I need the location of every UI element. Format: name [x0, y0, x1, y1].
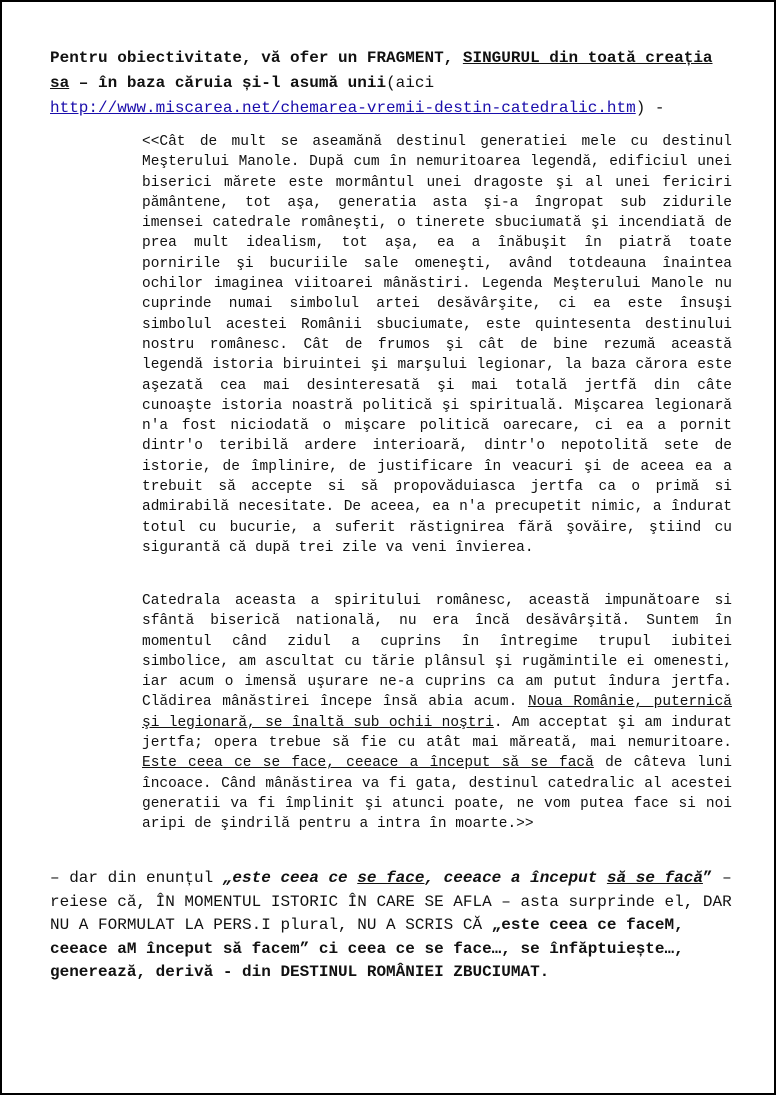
- quote-paragraph-2: [142, 591, 732, 835]
- commentary-bold-conclusion: „este ceea ce faceM, ceeace aM început să facem” ci ceea ce se face…, se înfăptuiește…, generează, derivă - din DESTINUL ROMÂNIEI ZBUCIUMAT.: [50, 916, 684, 982]
- quote-underlined-phrase-1: Noua Românie, puternică şi legionară, se înaltă sub ochii noştri: [142, 694, 732, 731]
- commentary-underlined-se-face: se face: [357, 869, 425, 887]
- quote-p2-text-end: de câteva luni încoace. Când mânăstirea va fi gata, destinul catedralic al acestei generatii va fi împlinit şi atunci poate, ne vom putea face si noi aripi de şindrilă pentru a intra în moarte.>>: [142, 755, 732, 833]
- intro-text: Pentru obiectivitate, vă ofer un FRAGMENT,: [50, 49, 463, 67]
- commentary-text: – dar din enunțul: [50, 869, 223, 887]
- commentary-quote-start: „este ceea ce: [222, 869, 358, 887]
- intro-paragraph: [50, 46, 740, 121]
- commentary-underlined-sa-se-faca: să se facă: [606, 869, 703, 887]
- commentary-quote-close: ”: [702, 869, 713, 887]
- commentary-paragraph: [50, 867, 740, 985]
- intro-source-suffix: ) -: [635, 99, 665, 117]
- quote-underlined-phrase-2: Este ceea ce se face, ceeace a început să se facă: [142, 755, 594, 772]
- commentary-text-continued: – reiese că, ÎN MOMENTUL ISTORIC ÎN CARE SE AFLA – asta surprinde el, DAR NU A FORMULAT LA PERS.I plural, NU A SCRIS CĂ: [50, 869, 732, 935]
- quote-paragraph-1: <<Cât de mult se aseamănă destinul generatiei mele cu destinul Meşterului Manole. După cum în nemuritoarea legendă, edificiul unei biserici mărete este mormântul unei dragoste şi al unei fericiri pământene, tot aşa, generatia asta şi-a îngropat sub zidurile imensei catedrale româneşti, o tinerete sbuciumată şi incendiată de prea mult idealism, tot aşa, ea a înăbuşit în piatră toate pornirile şi bucuriile sale omeneşti, având totdeauna înaintea ochilor imaginea viitoarei mânăstiri. Legenda Meşterului Manole nu cuprinde numai simbolul artei desăvârşite, ci ea este însuşi simbolul acestei Românii sbuciumate, este quintesenta destinului nostru românesc. Cât de frumos şi cât de bine rezumă această legendă istoria biruintei şi marşului legionar, la baza cărora este aşezată cea mai desinteresată şi mai totală jertfă din câte cunoaşte istoria noastră politică şi spirituală. Mişcarea legionară n'a fost niciodată o mişcare politică oarecare, ci ea a pornit dintr'o teribilă ardere interioară, dintr'o nepotolită sete de istorie, de împlinire, de justificare în veacuri şi de aceea ea a trebuit să accepte si să propovăduiasca jertfa ca o primă si admirabilă necesitate. De aceea, ea n'a precupetit nimic, a îndurat totul cu bucurie, a suferit răstignirea fără şovăire, ştiind cu sigurantă că după trei zile va veni învierea.: [142, 134, 732, 556]
- intro-text-continued: – în baza căruia și-l asumă unii: [69, 74, 387, 92]
- intro-underlined-phrase: SINGURUL din toată creația sa: [50, 49, 713, 92]
- quote-p2-text-continued: . Am acceptat şi am indurat jertfa; opera trebue să fie cu atât mai măreată, mai nemuritoare.: [142, 714, 732, 752]
- source-link[interactable]: http://www.miscarea.net/chemarea-vremii-destin-catedralic.htm: [50, 99, 636, 117]
- quote-p2-text: Catedrala aceasta a spiritului românesc, această impunătoare si sfântă biserică natională, nu era încă desăvârşită. Suntem în momentul când zidul a cuprins în întregime trupul iubitei simbolice, am ascultat cu tărie plânsul şi rugămintile ei omenesti, iar acum o imensă uşurare ne-a cuprins ca am putut îndura jertfa. Clădirea mânăstirei începe însă abia acum.: [142, 593, 732, 711]
- intro-source-prefix: (aici: [386, 74, 435, 92]
- commentary-quote-middle: , ceeace a început: [424, 869, 607, 887]
